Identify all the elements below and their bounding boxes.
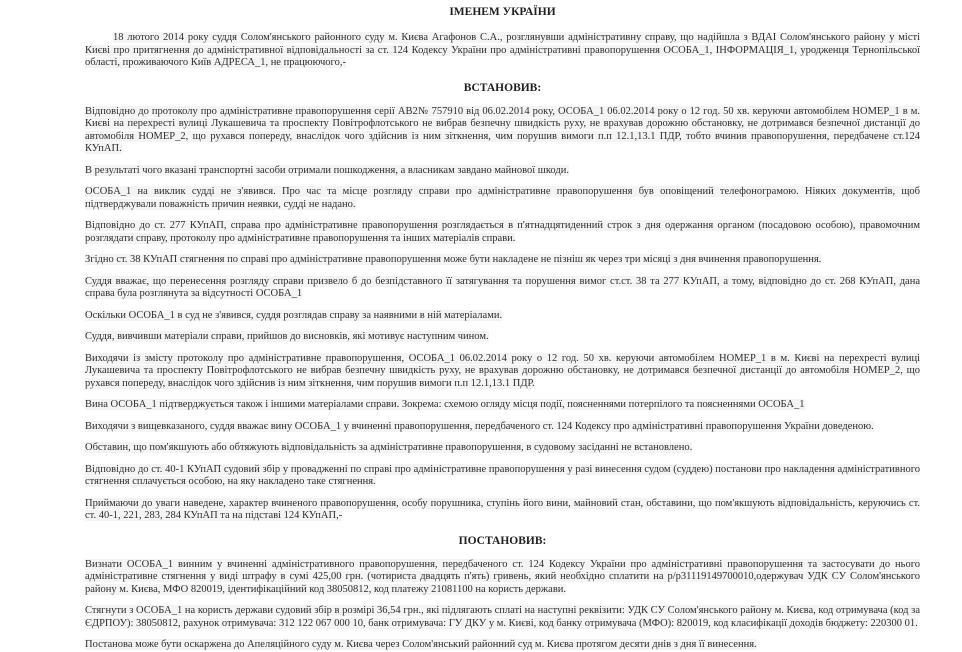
paragraph-text: Відповідно до ст. 277 КУпАП, справа про адміністративне правопорушення розглядається в п'ятнадцятиденний строк з дня одержання органом (посадовою особою), правомочним розглядати справу, протоколу про адміністративне правопорушення та інших матеріалів справи. — [85, 220, 920, 244]
document-title: ІМЕНЕМ УКРАЇНИ — [449, 6, 556, 18]
paragraph — [85, 421, 920, 434]
paragraph — [85, 605, 920, 630]
paragraph — [85, 186, 920, 211]
paragraph-text: Постанова може бути оскаржена до Апеляційного суду м. Києва через Солом'янський районний суд м. Києва протягом десяти днів з дня її винесення. — [85, 639, 757, 650]
paragraph — [85, 442, 920, 455]
paragraph-text: ОСОБА_1 на виклик судді не з'явився. Про час та місце розгляду справи про адміністративне правопорушення був оповіщений телефонограмою. Ніяких документів, щоб підтверджували поважність причин неявки, судді не надано. — [85, 186, 920, 210]
paragraph-text: Стягнути з ОСОБА_1 на користь держави судовий збір в розмірі 36,54 грн., які підлягають сплаті на наступні реквізити: УДК СУ Солом'янського району м. Києва, код отримувача (код за ЄДРПОУ): 38050812, рахунок отримувача: 312 122 067 000 10, банк отримувача: ГУ ДКУ у м. Києві, код банку отримувача (МФО): 820019, код класифікації доходів бюджету: 220300 01. — [85, 605, 920, 629]
paragraph-text: Визнати ОСОБА_1 винним у вчиненні адміністративного правопорушення, передбаченого ст. 124 Кодексу України про адміністративні правопорушення та застосувати до нього адміністративне стягнення у виді штрафу в сумі 425,00 грн. (чотириста двадцять п'ять) гривень, який необхідно сплатити на р/р31119149700010,одержувач УДК СУ Солом'янського району м. Києва, МФО 820019, ідентифікаційний код 38050812, код платежу 21081100 на користь держави. — [85, 558, 920, 595]
paragraph-text: Приймаючи до уваги наведене, характер вчиненого правопорушення, особу порушника, ступінь його вини, майновий стан, обставини, що пом'якшують відповідальність, керуючись ст. ст. 40-1, 221, 283, 284 КУпАП та на підставі 124 КУпАП,- — [85, 497, 920, 521]
paragraph-text: Відповідно до протоколу про адміністративне правопорушення серії АВ2№ 757910 від 06.02.2014 року, ОСОБА_1 06.02.2014 року о 12 год. 50 хв. керуючи автомобілем НОМЕР_1 в м. Києві на перехресті вулиці Лукашевича та проспекту Повітрофлотського не вибрав безпечну швидкість руху, не врахував дорожню обстановку, не дотримався безпечної дистанції до автомобіля НОМЕР_2, що рухався попереду, внаслідок чого здійснив із ним зіткнення, чим порушив вимоги п.п 12.1,13.1 ПДР, тобто вчинив правопорушення, передбачене ст.124 КУпАП. — [85, 105, 920, 154]
paragraph-text: Суддя вважає, що перенесення розгляду справи призвело б до безпідставного її затягування та порушення вимог ст.ст. 38 та 277 КУпАП, а тому, відповідно до ст. 268 КУпАП, дана справа була розглянута за відсутності ОСОБА_1 — [85, 275, 920, 299]
paragraph — [85, 165, 920, 178]
paragraph-text: Виходячи із змісту протоколу про адміністративне правопорушення, ОСОБА_1 06.02.2014 року о 12 год. 50 хв. керуючи автомобілем НОМЕР_1 в м. Києві на перехресті вулиці Лукашевича та проспекту Повітрофлотського не вибрав безпечну швидкість руху, не врахував дорожню обстановку, не дотримався безпечної дистанції до автомобіля НОМЕР_2, що рухався попереду, внаслідок чого здійснив із ним зіткнення, чим порушив вимоги п.п 12.1,13.1 ПДР. — [85, 352, 920, 389]
paragraph — [85, 639, 920, 652]
paragraph — [85, 106, 920, 156]
paragraph — [85, 331, 920, 344]
section-heading-established: ВСТАНОВИВ: — [463, 81, 542, 94]
paragraph-text: Вина ОСОБА_1 підтверджується також і іншими матеріалами справи. Зокрема: схемою огляду місця події, поясненнями потерпілого та поясненнями ОСОБА_1 — [85, 399, 805, 410]
paragraph — [85, 220, 920, 245]
paragraph-text: Обставин, що пом'якшують або обтяжують відповідальність за адміністративне правопорушення, в судовому засіданні не встановлено. — [85, 442, 693, 453]
paragraph — [85, 353, 920, 391]
paragraph — [85, 464, 920, 489]
paragraph-text: Виходячи з вищевказаного, суддя вважає вину ОСОБА_1 у вчиненні правопорушення, передбаченого ст. 124 Кодексу про адміністративні правопорушення України доведеною. — [85, 420, 874, 432]
paragraph — [85, 498, 920, 523]
paragraph — [85, 254, 920, 267]
paragraph-intro-text: 18 лютого 2014 року суддя Солом'янського районного суду м. Києва Агафонов С.А., розглянувши адміністративну справу, що надійшла з ВДАІ Солом'янського району у місті Києві про притягнення до адміністративної відповідальності за ст. 124 Кодексу України про адміністративні правопорушення ОСОБА_1, ІНФОРМАЦІЯ_1, уродженця Тернопільської області, проживаючого Київ АДРЕСА_1, не працюючого,- — [85, 32, 920, 68]
paragraph-text: В результаті чого вказані транспортні засоби отримали пошкодження, а власникам завдано майнової шкоди. — [85, 164, 569, 176]
paragraph — [85, 276, 920, 301]
paragraph-text: Згідно ст. 38 КУпАП стягнення по справі про адміністративне правопорушення може бути накладене не пізніш як через три місяці з дня вчинення правопорушення. — [85, 254, 822, 265]
paragraph — [85, 399, 920, 412]
paragraph-text: Оскільки ОСОБА_1 в суд не з'явився, суддя розглядав справу за наявними в ній матеріалами. — [85, 309, 503, 321]
paragraph-text: Суддя, вивчивши матеріали справи, прийшов до висновків, які мотивує наступним чином. — [85, 331, 489, 342]
section-heading-decided: ПОСТАНОВИВ: — [458, 534, 547, 547]
paragraph-text: Відповідно до ст. 40-1 КУпАП судовий збір у провадженні по справі про адміністративне правопорушення у разі винесення судом (суддею) постанови про накладення адміністративного стягнення сплачується особою, на яку накладено таке стягнення. — [85, 463, 920, 487]
paragraph-intro — [85, 32, 920, 70]
paragraph — [85, 310, 920, 323]
paragraph — [85, 559, 920, 597]
